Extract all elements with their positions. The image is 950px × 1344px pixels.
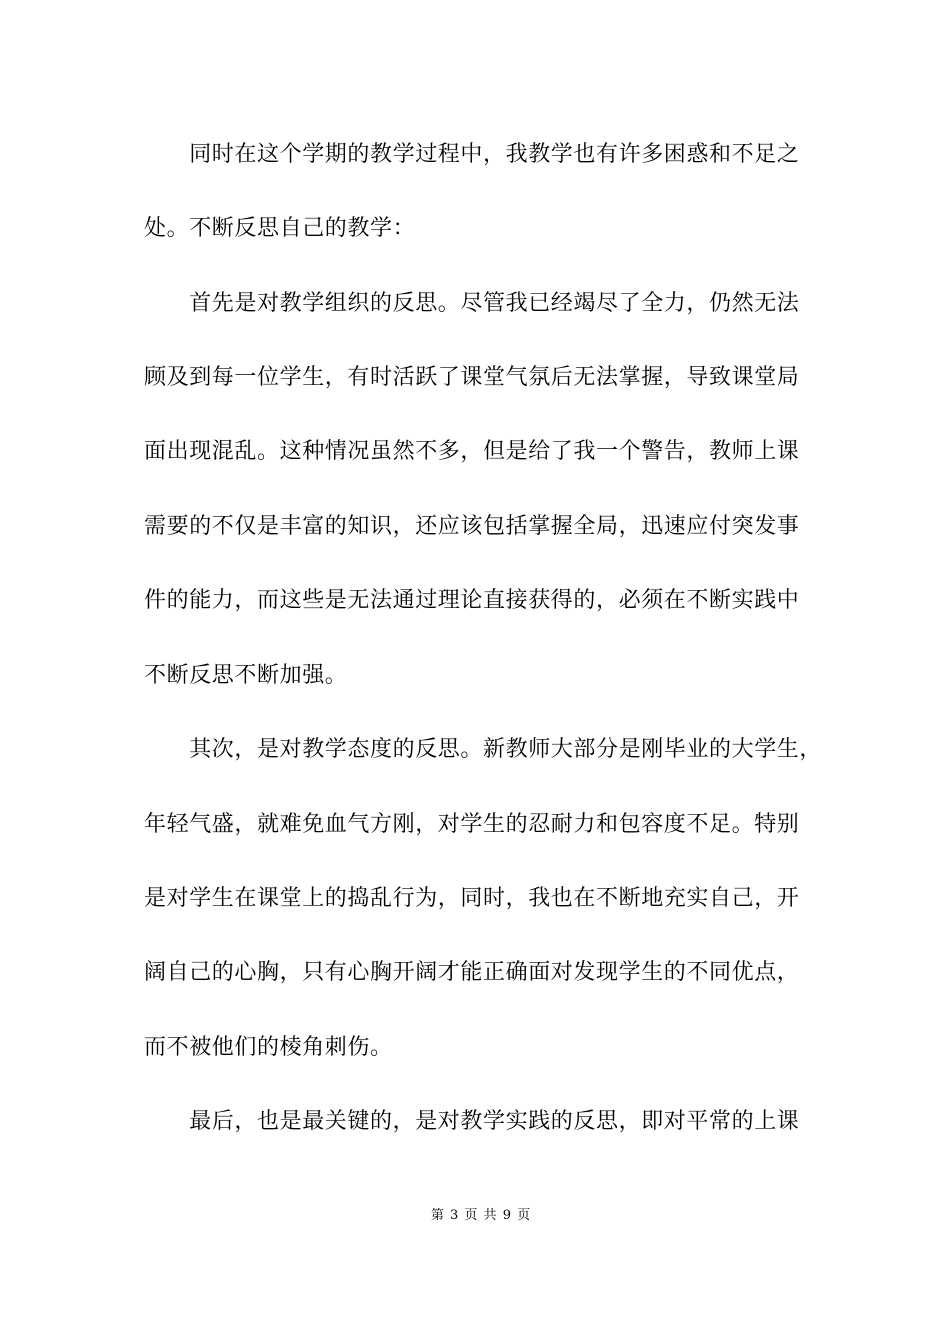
paragraph-line: 其次，是对教学态度的反思。新教师大部分是刚毕业的大学生， (144, 737, 823, 762)
paragraph-line: 需要的不仅是丰富的知识，还应该包括掌握全局，迅速应付突发事 (144, 514, 800, 539)
page-number-footer: 第 3 页 共 9 页 (430, 1208, 532, 1223)
paragraph-line: 处。不断反思自己的教学： (144, 216, 416, 241)
paragraph-line: 同时在这个学期的教学过程中，我教学也有许多困惑和不足之 (144, 142, 800, 167)
paragraph-line: 年轻气盛，就难免血气方刚，对学生的忍耐力和包容度不足。特别 (144, 812, 800, 837)
paragraph-line: 最后，也是最关键的，是对教学实践的反思，即对平常的上课 (144, 1109, 800, 1134)
paragraph-line: 顾及到每一位学生，有时活跃了课堂气氛后无法掌握，导致课堂局 (144, 365, 800, 390)
paragraph-line: 而不被他们的棱角刺伤。 (144, 1035, 393, 1060)
paragraph-line: 不断反思不断加强。 (144, 663, 348, 688)
paragraph-line: 是对学生在课堂上的捣乱行为，同时，我也在不断地充实自己，开 (144, 886, 800, 911)
paragraph-line: 首先是对教学组织的反思。尽管我已经竭尽了全力，仍然无法 (144, 291, 800, 316)
paragraph-line: 件的能力，而这些是无法通过理论直接获得的，必须在不断实践中 (144, 588, 800, 613)
paragraph-line: 面出现混乱。这种情况虽然不多，但是给了我一个警告，教师上课 (144, 439, 800, 464)
paragraph-line: 阔自己的心胸，只有心胸开阔才能正确面对发现学生的不同优点， (144, 960, 800, 985)
